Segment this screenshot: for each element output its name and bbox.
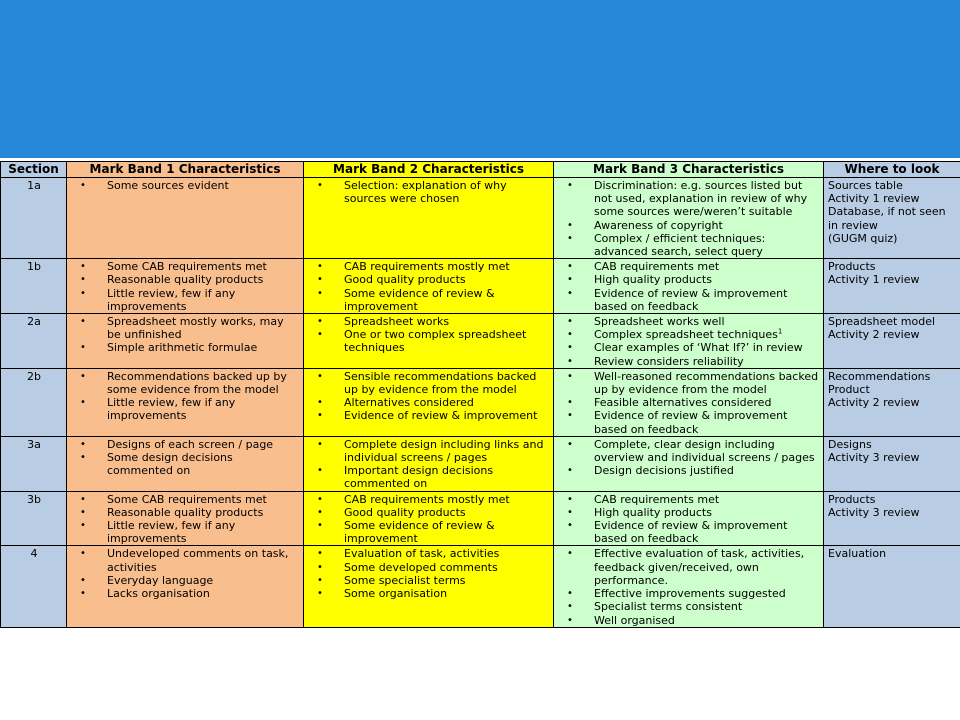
band-2-cell (304, 314, 554, 369)
characteristic-text: Awareness of copyright (594, 218, 723, 232)
characteristic-text: Complex / efficient techniques: advanced search, select query (594, 231, 766, 259)
band-2-cell-list (308, 179, 550, 205)
band-3-cell-list (558, 493, 820, 546)
table-row (1, 368, 960, 436)
band-2-cell (304, 368, 554, 436)
title-banner (0, 0, 960, 158)
characteristic-item (308, 273, 550, 286)
table-row (1, 436, 960, 491)
characteristic-item (308, 587, 550, 600)
section-label: 4 (1, 546, 67, 627)
footnote-marker: 1 (777, 327, 783, 336)
where-to-look-item: (GUGM quiz) (828, 231, 898, 245)
characteristic-item (308, 464, 550, 490)
characteristic-item (558, 370, 820, 396)
characteristic-text: Lacks organisation (107, 587, 210, 601)
characteristic-text: Good quality products (344, 273, 466, 287)
band-3-cell-list (558, 179, 820, 258)
characteristic-text: Discrimination: e.g. sources listed but not used, explanation in review of why some sources were/weren’t suitable (594, 179, 808, 219)
characteristic-item (308, 315, 550, 328)
band-3-cell (554, 436, 824, 491)
band-1-cell (67, 178, 304, 259)
characteristic-item (558, 438, 820, 464)
characteristic-text: Little review, few if any improvements (107, 519, 236, 546)
band-1-cell (67, 368, 304, 436)
where-to-look-item: Sources table (828, 179, 903, 192)
characteristic-text: CAB requirements met (594, 492, 720, 506)
characteristic-item (71, 587, 300, 600)
characteristic-text: Some evidence of review & improvement (344, 286, 495, 313)
characteristic-item (558, 219, 820, 232)
characteristic-text: Effective evaluation of task, activities, feedback given/received, own performance. (594, 547, 805, 587)
band-2-cell-list (308, 493, 550, 546)
characteristic-text: Some CAB requirements met (107, 260, 267, 274)
characteristic-text: Sensible recommendations backed up by evidence from the model (344, 369, 537, 397)
characteristic-item (558, 273, 820, 286)
characteristic-text: Little review, few if any improvements (107, 396, 236, 423)
band-2-cell-list (308, 547, 550, 600)
section-label: 3a (1, 436, 67, 491)
characteristic-item (308, 370, 550, 396)
band-3-cell-list (558, 260, 820, 313)
band-3-cell (554, 546, 824, 627)
characteristic-item (71, 574, 300, 587)
where-to-look-item: Recommendations (828, 369, 931, 383)
section-label: 2b (1, 368, 67, 436)
characteristic-text: Some CAB requirements met (107, 492, 267, 506)
characteristic-item (71, 315, 300, 341)
characteristic-item (71, 438, 300, 451)
characteristic-item (71, 179, 300, 192)
characteristic-text: High quality products (594, 273, 712, 287)
characteristic-text: Some evidence of review & improvement (344, 519, 495, 546)
characteristic-item (71, 273, 300, 286)
characteristic-item (71, 341, 300, 354)
characteristic-item (558, 355, 820, 368)
characteristic-text: CAB requirements met (594, 260, 720, 274)
characteristic-text: Spreadsheet mostly works, may be unfinished (107, 315, 284, 342)
header-band-2: Mark Band 2 Characteristics (304, 162, 554, 178)
characteristic-text: Some design decisions commented on (107, 451, 233, 478)
where-to-look-item: Product (828, 383, 870, 397)
where-to-look-cell (824, 491, 960, 546)
band-1-cell (67, 436, 304, 491)
section-label: 1a (1, 178, 67, 259)
band-2-cell-list (308, 315, 550, 355)
characteristic-text: Good quality products (344, 505, 466, 519)
characteristic-item (71, 506, 300, 519)
band-3-cell (554, 178, 824, 259)
table-body (1, 178, 960, 628)
band-3-cell (554, 368, 824, 436)
characteristic-text: Undeveloped comments on task, activities (107, 547, 289, 574)
characteristic-text: Design decisions justified (594, 464, 734, 478)
table-row (1, 314, 960, 369)
characteristic-text: Reasonable quality products (107, 505, 264, 519)
characteristic-text: Complete, clear design including overview and individual screens / pages (594, 437, 815, 465)
band-1-cell-list (71, 547, 300, 600)
characteristic-item (308, 561, 550, 574)
characteristic-text: CAB requirements mostly met (344, 492, 510, 506)
header-row (1, 162, 960, 178)
characteristic-text: Alternatives considered (344, 396, 474, 410)
characteristic-item (558, 396, 820, 409)
characteristic-item (308, 574, 550, 587)
band-2-cell (304, 546, 554, 627)
band-2-cell (304, 491, 554, 546)
where-to-look-item: Activity 3 review (828, 451, 920, 465)
characteristic-item (308, 328, 550, 354)
characteristic-text: Evidence of review & improvement based on feedback (594, 519, 788, 546)
characteristic-item (308, 287, 550, 313)
characteristic-text: Review considers reliability (594, 354, 744, 368)
characteristic-text: Complete design including links and individual screens / pages (344, 437, 544, 465)
band-3-cell-list (558, 370, 820, 436)
band-1-cell-list (71, 315, 300, 355)
characteristic-text: Little review, few if any improvements (107, 286, 236, 313)
characteristic-text: Feasible alternatives considered (594, 396, 772, 410)
characteristic-text: One or two complex spreadsheet techniques (344, 328, 527, 355)
characteristic-text: Reasonable quality products (107, 273, 264, 287)
band-1-cell-list (71, 370, 300, 423)
characteristic-item (308, 547, 550, 560)
characteristic-item (71, 260, 300, 273)
characteristic-text: Well organised (594, 613, 675, 627)
characteristic-item (308, 519, 550, 545)
characteristic-text: Some developed comments (344, 560, 498, 574)
characteristic-text: Specialist terms consistent (594, 600, 743, 614)
header-section: Section (1, 162, 67, 178)
header-band-1: Mark Band 1 Characteristics (67, 162, 304, 178)
characteristic-item (71, 451, 300, 477)
mark-band-table-container (0, 161, 960, 628)
band-2-cell (304, 259, 554, 314)
header-band-3: Mark Band 3 Characteristics (554, 162, 824, 178)
characteristic-item (71, 396, 300, 422)
characteristic-item (558, 614, 820, 627)
characteristic-text: Designs of each screen / page (107, 437, 274, 451)
band-2-cell (304, 178, 554, 259)
characteristic-item (308, 438, 550, 464)
characteristic-text: Selection: explanation of why sources were chosen (344, 179, 507, 206)
mark-band-table (0, 161, 960, 628)
characteristic-item (558, 260, 820, 273)
where-to-look-item: Evaluation (828, 547, 887, 561)
where-to-look-item: Designs (828, 437, 872, 451)
where-to-look-item: Activity 3 review (828, 505, 920, 519)
characteristic-item (558, 519, 820, 545)
band-3-cell-list (558, 315, 820, 368)
characteristic-text: Some sources evident (107, 179, 229, 192)
characteristic-item (308, 179, 550, 205)
characteristic-item (558, 493, 820, 506)
characteristic-item (558, 506, 820, 519)
header-where-to-look: Where to look (824, 162, 960, 178)
characteristic-text: Simple arithmetic formulae (107, 341, 258, 355)
band-3-cell (554, 491, 824, 546)
band-1-cell (67, 314, 304, 369)
where-to-look-item: Activity 1 review (828, 273, 920, 287)
characteristic-text: Spreadsheet works (344, 315, 450, 329)
table-row (1, 546, 960, 627)
characteristic-item (71, 287, 300, 313)
band-1-cell (67, 491, 304, 546)
where-to-look-cell (824, 259, 960, 314)
where-to-look-cell (824, 436, 960, 491)
characteristic-item (558, 232, 820, 258)
characteristic-text: Effective improvements suggested (594, 587, 786, 601)
band-1-cell-list (71, 260, 300, 313)
where-to-look-item: Products (828, 260, 876, 274)
where-to-look-cell (824, 546, 960, 627)
where-to-look-item: Activity 2 review (828, 396, 920, 410)
characteristic-item (308, 396, 550, 409)
characteristic-text: Some organisation (344, 587, 448, 601)
characteristic-text: Evidence of review & improvement (344, 409, 538, 423)
characteristic-item (558, 179, 820, 219)
band-3-cell-list (558, 438, 820, 478)
characteristic-item (558, 409, 820, 435)
section-label: 3b (1, 491, 67, 546)
where-to-look-cell (824, 178, 960, 259)
characteristic-item (308, 493, 550, 506)
characteristic-text: Evidence of review & improvement based on feedback (594, 409, 788, 436)
band-2-cell (304, 436, 554, 491)
characteristic-text: Important design decisions commented on (344, 464, 494, 491)
band-3-cell (554, 314, 824, 369)
characteristic-text: Spreadsheet works well (594, 315, 725, 329)
characteristic-item (558, 587, 820, 600)
characteristic-text: Recommendations backed up by some evidence from the model (107, 369, 287, 397)
characteristic-text: Everyday language (107, 573, 214, 587)
characteristic-text: Clear examples of ‘What If?’ in review (594, 341, 803, 355)
table-row (1, 259, 960, 314)
characteristic-item (558, 328, 820, 341)
characteristic-text: Well-reasoned recommendations backed up by evidence from the model (594, 369, 819, 397)
table-row (1, 491, 960, 546)
characteristic-text: Evaluation of task, activities (344, 547, 500, 561)
where-to-look-item: Activity 1 review (828, 192, 920, 206)
table-row (1, 178, 960, 259)
where-to-look-item: Activity 2 review (828, 328, 920, 342)
characteristic-item (558, 464, 820, 477)
characteristic-item (308, 506, 550, 519)
where-to-look-cell (824, 314, 960, 369)
band-1-cell-list (71, 438, 300, 478)
band-3-cell-list (558, 547, 820, 626)
characteristic-text: CAB requirements mostly met (344, 260, 510, 274)
characteristic-item (558, 315, 820, 328)
characteristic-item (308, 260, 550, 273)
characteristic-item (71, 519, 300, 545)
characteristic-item (71, 370, 300, 396)
characteristic-item (558, 287, 820, 313)
band-2-cell-list (308, 438, 550, 491)
where-to-look-item: Spreadsheet model (828, 315, 936, 329)
band-1-cell-list (71, 179, 300, 192)
characteristic-item (71, 493, 300, 506)
section-label: 1b (1, 259, 67, 314)
characteristic-text: Evidence of review & improvement based on feedback (594, 286, 788, 313)
characteristic-text: Complex spreadsheet techniques (594, 328, 778, 342)
band-3-cell (554, 259, 824, 314)
characteristic-text: Some specialist terms (344, 573, 466, 587)
band-2-cell-list (308, 370, 550, 423)
section-label: 2a (1, 314, 67, 369)
characteristic-item (308, 409, 550, 422)
band-2-cell-list (308, 260, 550, 313)
where-to-look-item: Products (828, 492, 876, 506)
characteristic-item (558, 600, 820, 613)
where-to-look-item: Database, if not seen in review (828, 205, 946, 232)
characteristic-item (558, 341, 820, 354)
where-to-look-cell (824, 368, 960, 436)
band-1-cell-list (71, 493, 300, 546)
band-1-cell (67, 546, 304, 627)
characteristic-item (558, 547, 820, 587)
characteristic-item (71, 547, 300, 573)
characteristic-text: High quality products (594, 505, 712, 519)
band-1-cell (67, 259, 304, 314)
